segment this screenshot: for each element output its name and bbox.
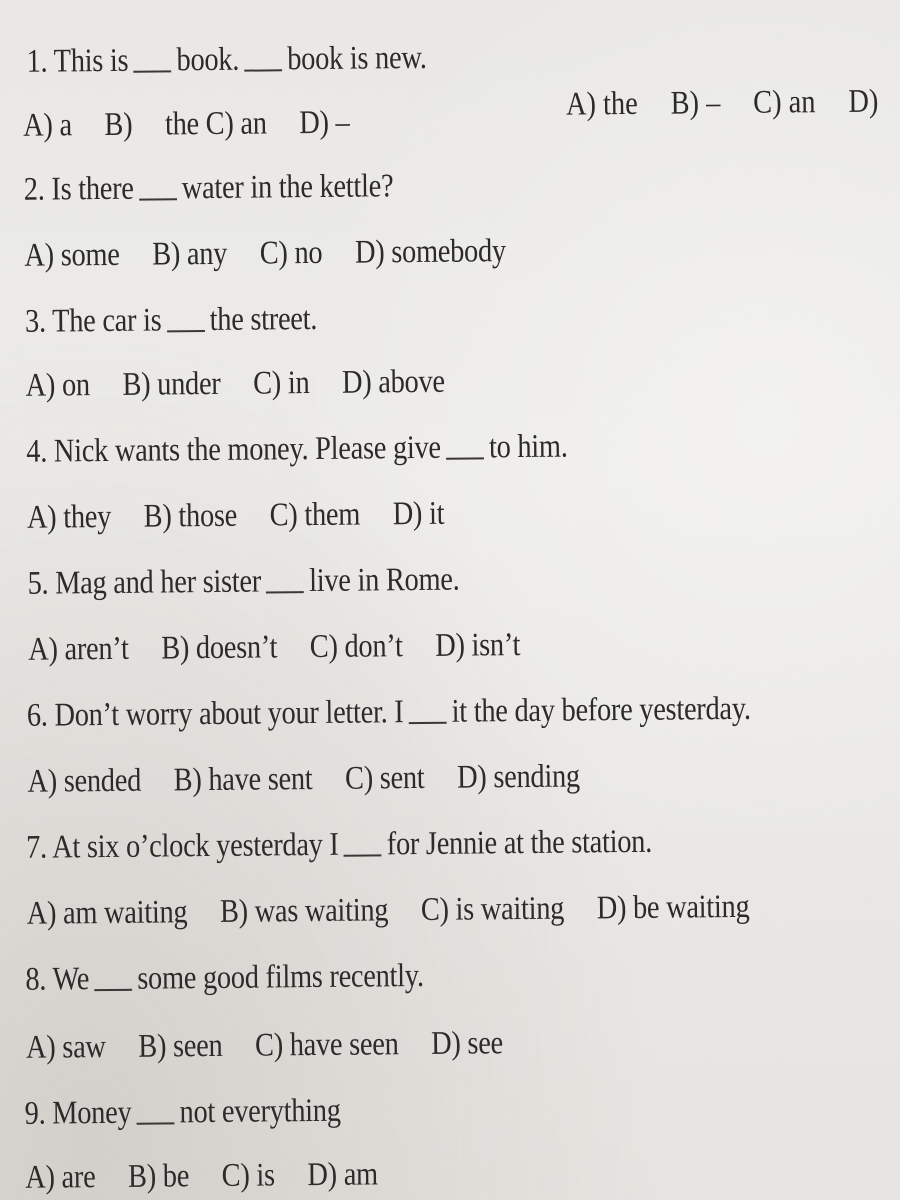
answer-blank (94, 987, 132, 991)
option-a: A) a (23, 107, 72, 144)
option-c: C) have seen (254, 1026, 399, 1064)
question-text: Mag and her sister (55, 563, 262, 602)
option-b: B) doesn’t (161, 629, 278, 667)
question-7 (26, 824, 652, 867)
option-a: A) some (24, 236, 120, 274)
question-text: to him. (488, 428, 568, 466)
option-c: C) don’t (309, 628, 403, 666)
option-b: B) under (122, 365, 221, 403)
question-4 (26, 429, 568, 471)
question-text: water in the kettle? (181, 168, 394, 207)
question-text: the street. (209, 300, 318, 339)
answer-blank (134, 68, 172, 72)
option-a: A) are (25, 1159, 96, 1196)
option-d: D) it (392, 495, 445, 533)
option-b: B) was waiting (219, 892, 389, 930)
question-text: At six o’clock yesterday I (52, 826, 339, 866)
answer-blank (446, 455, 484, 459)
question-4-options (27, 496, 445, 537)
question-text: book. (176, 41, 240, 79)
option-c: C) is (221, 1157, 275, 1194)
answer-blank (344, 852, 382, 856)
question-text: not everything (179, 1092, 341, 1131)
question-text: it the day before yesterday. (451, 690, 751, 730)
side-options-row (566, 84, 879, 124)
question-7-options (27, 889, 750, 933)
answer-blank (244, 67, 282, 71)
option-a: A) aren’t (28, 630, 129, 668)
question-text: We (52, 961, 90, 998)
question-8-options (26, 1025, 503, 1067)
option-c: C) no (259, 234, 323, 272)
question-text: some good films recently. (137, 957, 424, 997)
question-1 (26, 40, 426, 81)
option-c: C) is waiting (420, 890, 565, 929)
question-number: 7. (25, 829, 48, 866)
question-number: 1. (26, 43, 48, 80)
question-3 (25, 301, 317, 341)
option-d: D) sending (456, 758, 581, 796)
option-d: D) see (431, 1025, 504, 1062)
question-number: 8. (25, 961, 47, 998)
option-d: D) somebody (354, 233, 507, 271)
question-number: 9. (24, 1095, 46, 1132)
option-a: A) am waiting (26, 894, 188, 932)
question-6-options (27, 758, 580, 800)
side-option-c: C) an (753, 84, 816, 121)
question-5 (27, 562, 459, 603)
question-6 (27, 691, 751, 735)
question-text: Is there (51, 170, 134, 208)
question-9 (25, 1093, 341, 1133)
option-a: A) saw (25, 1029, 106, 1066)
question-8 (25, 958, 424, 999)
question-text: The car is (52, 302, 162, 340)
option-d: D) – (299, 104, 350, 142)
option-d: D) am (307, 1156, 379, 1194)
question-text: Nick wants the money. Please give (53, 429, 441, 470)
question-3-options (26, 364, 445, 405)
answer-blank (137, 1120, 175, 1124)
question-1-options (23, 105, 350, 145)
question-text: Money (52, 1094, 132, 1132)
option-d: D) be waiting (596, 888, 750, 927)
question-text: book is new. (287, 39, 427, 78)
option-a: A) they (26, 498, 112, 536)
answer-blank (139, 196, 177, 200)
option-c: C) sent (344, 759, 425, 797)
question-text: This is (53, 42, 129, 80)
question-text: for Jennie at the station. (386, 823, 653, 863)
question-5-options (28, 627, 520, 669)
question-9-options (25, 1156, 378, 1196)
option-b: B) those (143, 497, 238, 535)
option-b: B) be (127, 1158, 190, 1195)
question-2-options (24, 233, 506, 275)
question-2 (24, 168, 394, 209)
side-option-d: D) (848, 83, 879, 120)
side-option-b: B) – (670, 85, 721, 122)
option-b: B) any (152, 235, 228, 273)
option-b: B) seen (138, 1027, 223, 1065)
side-option-a: A) the (565, 85, 638, 123)
option-b: B) (104, 106, 133, 144)
option-d: D) above (341, 363, 445, 401)
option-c: C) them (269, 496, 361, 534)
question-text: Don’t worry about your letter. I (54, 694, 404, 734)
answer-blank (266, 589, 304, 593)
option-c: the C) an (164, 105, 267, 143)
option-a: A) on (25, 367, 91, 404)
answer-blank (167, 328, 205, 332)
question-number: 2. (23, 171, 45, 208)
question-number: 6. (26, 697, 48, 734)
option-b: B) have sent (173, 761, 313, 799)
question-text: live in Rome. (308, 561, 460, 600)
question-number: 3. (24, 303, 47, 340)
option-a: A) sended (27, 762, 142, 800)
question-number: 4. (26, 433, 48, 470)
question-number: 5. (27, 565, 49, 602)
answer-blank (409, 720, 447, 724)
option-c: C) in (252, 365, 310, 402)
option-d: D) isn’t (435, 627, 521, 664)
